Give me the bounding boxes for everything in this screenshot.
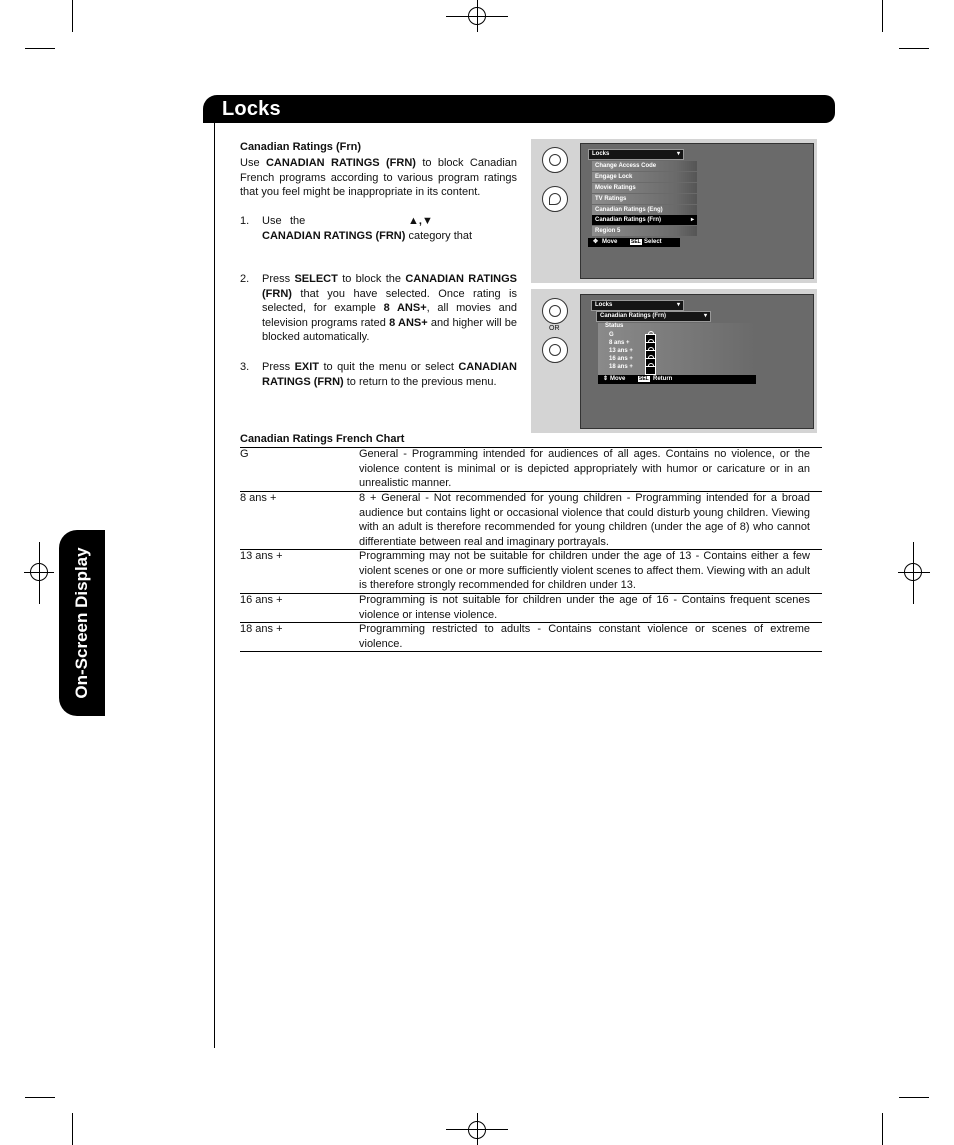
menu-title-text: Locks	[592, 151, 610, 157]
step1-arrows: ▲,▼	[408, 215, 433, 227]
description-cell: Programming is not suitable for children under the age of 16 - Contains frequent scenes violence or intense violence.	[359, 594, 810, 621]
step-text: Press	[262, 361, 291, 373]
menu-item[interactable]: Canadian Ratings (Eng)	[592, 205, 697, 215]
menu-item[interactable]: Change Access Code	[592, 161, 697, 171]
menu-item[interactable]: Engage Lock	[592, 172, 697, 182]
footer-move: Move	[610, 376, 626, 382]
step-bold: CANADIAN RATINGS (FRN)	[262, 273, 517, 300]
submenu-title	[596, 311, 711, 322]
move-arrows-icon: ⇕	[603, 376, 609, 382]
step-bold: CANADIAN RATINGS (FRN)	[262, 361, 517, 388]
step-text: to block the	[342, 273, 401, 285]
step1-use: Use	[262, 215, 282, 227]
chevron-down-icon: ▾	[676, 302, 680, 308]
menu-footer	[598, 375, 756, 384]
menu-title	[591, 300, 684, 311]
step1-line2	[262, 229, 472, 244]
step-number: 2.	[240, 273, 250, 285]
crop-mark	[25, 1097, 55, 1098]
table-rule	[240, 651, 822, 652]
footer-select: Select	[644, 239, 662, 245]
rating-option[interactable]: 18 ans +	[609, 364, 633, 370]
menu-item[interactable]: TV Ratings	[592, 194, 697, 204]
crop-mark	[25, 48, 55, 49]
or-label: OR	[549, 325, 560, 332]
footer-return: Return	[653, 376, 673, 382]
chevron-down-icon: ▾	[703, 313, 707, 319]
step-text: that you have selected. Once rating is selected, for example	[262, 287, 517, 314]
intro-paragraph	[240, 156, 517, 200]
rating-cell: G	[240, 448, 249, 460]
menu-footer	[588, 238, 680, 247]
step3-text	[262, 360, 517, 389]
intro-text: to block Canadian French programs according to various program ratings that you feel might be inappropriate in its content.	[240, 157, 518, 198]
intro-text: Use	[240, 157, 260, 169]
exit-button-icon	[542, 337, 568, 363]
step2-text	[262, 272, 517, 345]
chevron-down-icon: ▾	[676, 151, 680, 157]
rating-cell: 16 ans +	[240, 594, 283, 606]
step-bold: SELECT	[294, 273, 338, 285]
footer-move: Move	[602, 239, 618, 245]
rating-cell: 18 ans +	[240, 623, 283, 635]
description-cell: Programming restricted to adults - Contains constant violence or scenes of extreme violence.	[359, 623, 810, 650]
step-number: 3.	[240, 361, 250, 373]
page-title: Locks	[222, 98, 281, 120]
step1-the: the	[290, 215, 306, 227]
header-bar	[203, 95, 835, 123]
step1-text: category that	[408, 230, 473, 242]
step-text: and higher will be blocked automatically.	[262, 316, 517, 343]
crop-mark	[72, 0, 73, 32]
description-cell: Programming may not be suitable for children under the age of 13 - Contains either a few violent scenes or one or more sufficiently violent scenes to affect them. Viewing with an adult is therefore strongly recommended for children under 13.	[359, 550, 810, 591]
menu-title	[588, 149, 684, 160]
rating-option[interactable]: 16 ans +	[609, 356, 633, 362]
menu-button-icon	[542, 298, 568, 324]
menu-title-text: Locks	[595, 302, 613, 308]
step-text: , all movies and television programs rated	[262, 302, 517, 329]
select-button-icon	[542, 186, 568, 212]
rating-option[interactable]: 8 ans +	[609, 340, 630, 346]
rating-option[interactable]: G	[609, 332, 614, 338]
crop-mark	[913, 542, 914, 604]
description-cell: General - Programming intended for audiences of all ages. Contains no violence, or the violence content is minimal or is depicted appropriately with humor or caricature or in an unrealistic manner.	[359, 448, 810, 489]
step1-bold: CANADIAN RATINGS (FRN)	[262, 230, 406, 242]
crop-mark	[898, 572, 930, 573]
step-text: to quit the menu or select	[323, 361, 454, 373]
crop-mark	[899, 48, 929, 49]
description-cell: 8 + General - Not recommended for young children - Programming intended for a broad audience but contains light or occasional violence that could disturb young children. Viewing with an adult is therefore recommended for young children (under the age of 8) who cannot differentiate between real and imaginary portrayals.	[359, 492, 810, 548]
sel-icon: SEL	[639, 376, 649, 382]
menu-item-selected[interactable]	[592, 215, 697, 225]
step-bold: 8 ANS+	[389, 316, 428, 329]
lock-icon[interactable]	[645, 366, 656, 375]
menu-item[interactable]: Movie Ratings	[592, 183, 697, 193]
intro-bold: CANADIAN RATINGS (FRN)	[265, 157, 416, 169]
menu-button-icon	[542, 147, 568, 173]
rating-cell: 13 ans +	[240, 550, 283, 562]
status-label: Status	[605, 323, 624, 329]
step-text: Press	[262, 273, 291, 285]
crop-mark	[882, 1113, 883, 1145]
crop-mark	[477, 1113, 478, 1145]
rating-option[interactable]: 13 ans +	[609, 348, 633, 354]
crop-mark	[39, 542, 40, 604]
side-tab-label: On-Screen Display	[72, 547, 91, 699]
step-bold: EXIT	[294, 361, 320, 373]
step-number: 1.	[240, 215, 250, 227]
step-bold: 8 ANS+	[383, 302, 427, 314]
menu-item[interactable]: Region 5	[592, 226, 697, 236]
left-margin-rule	[214, 122, 215, 1048]
section-heading: Canadian Ratings (Frn)	[240, 141, 362, 153]
crop-mark	[72, 1113, 73, 1145]
submenu-title-text: Canadian Ratings (Frn)	[600, 313, 667, 319]
sel-icon: SEL	[631, 239, 641, 245]
move-arrows-icon: ✥	[593, 239, 599, 245]
crop-mark	[899, 1097, 929, 1098]
chart-heading: Canadian Ratings French Chart	[240, 433, 405, 445]
crop-mark	[477, 0, 478, 32]
step-text: to return to the previous menu.	[346, 375, 497, 388]
rating-cell: 8 ans +	[240, 492, 277, 504]
chevron-right-icon: ▸	[690, 217, 694, 223]
crop-mark	[882, 0, 883, 32]
menu-item-label: Canadian Ratings (Frn)	[595, 217, 662, 223]
